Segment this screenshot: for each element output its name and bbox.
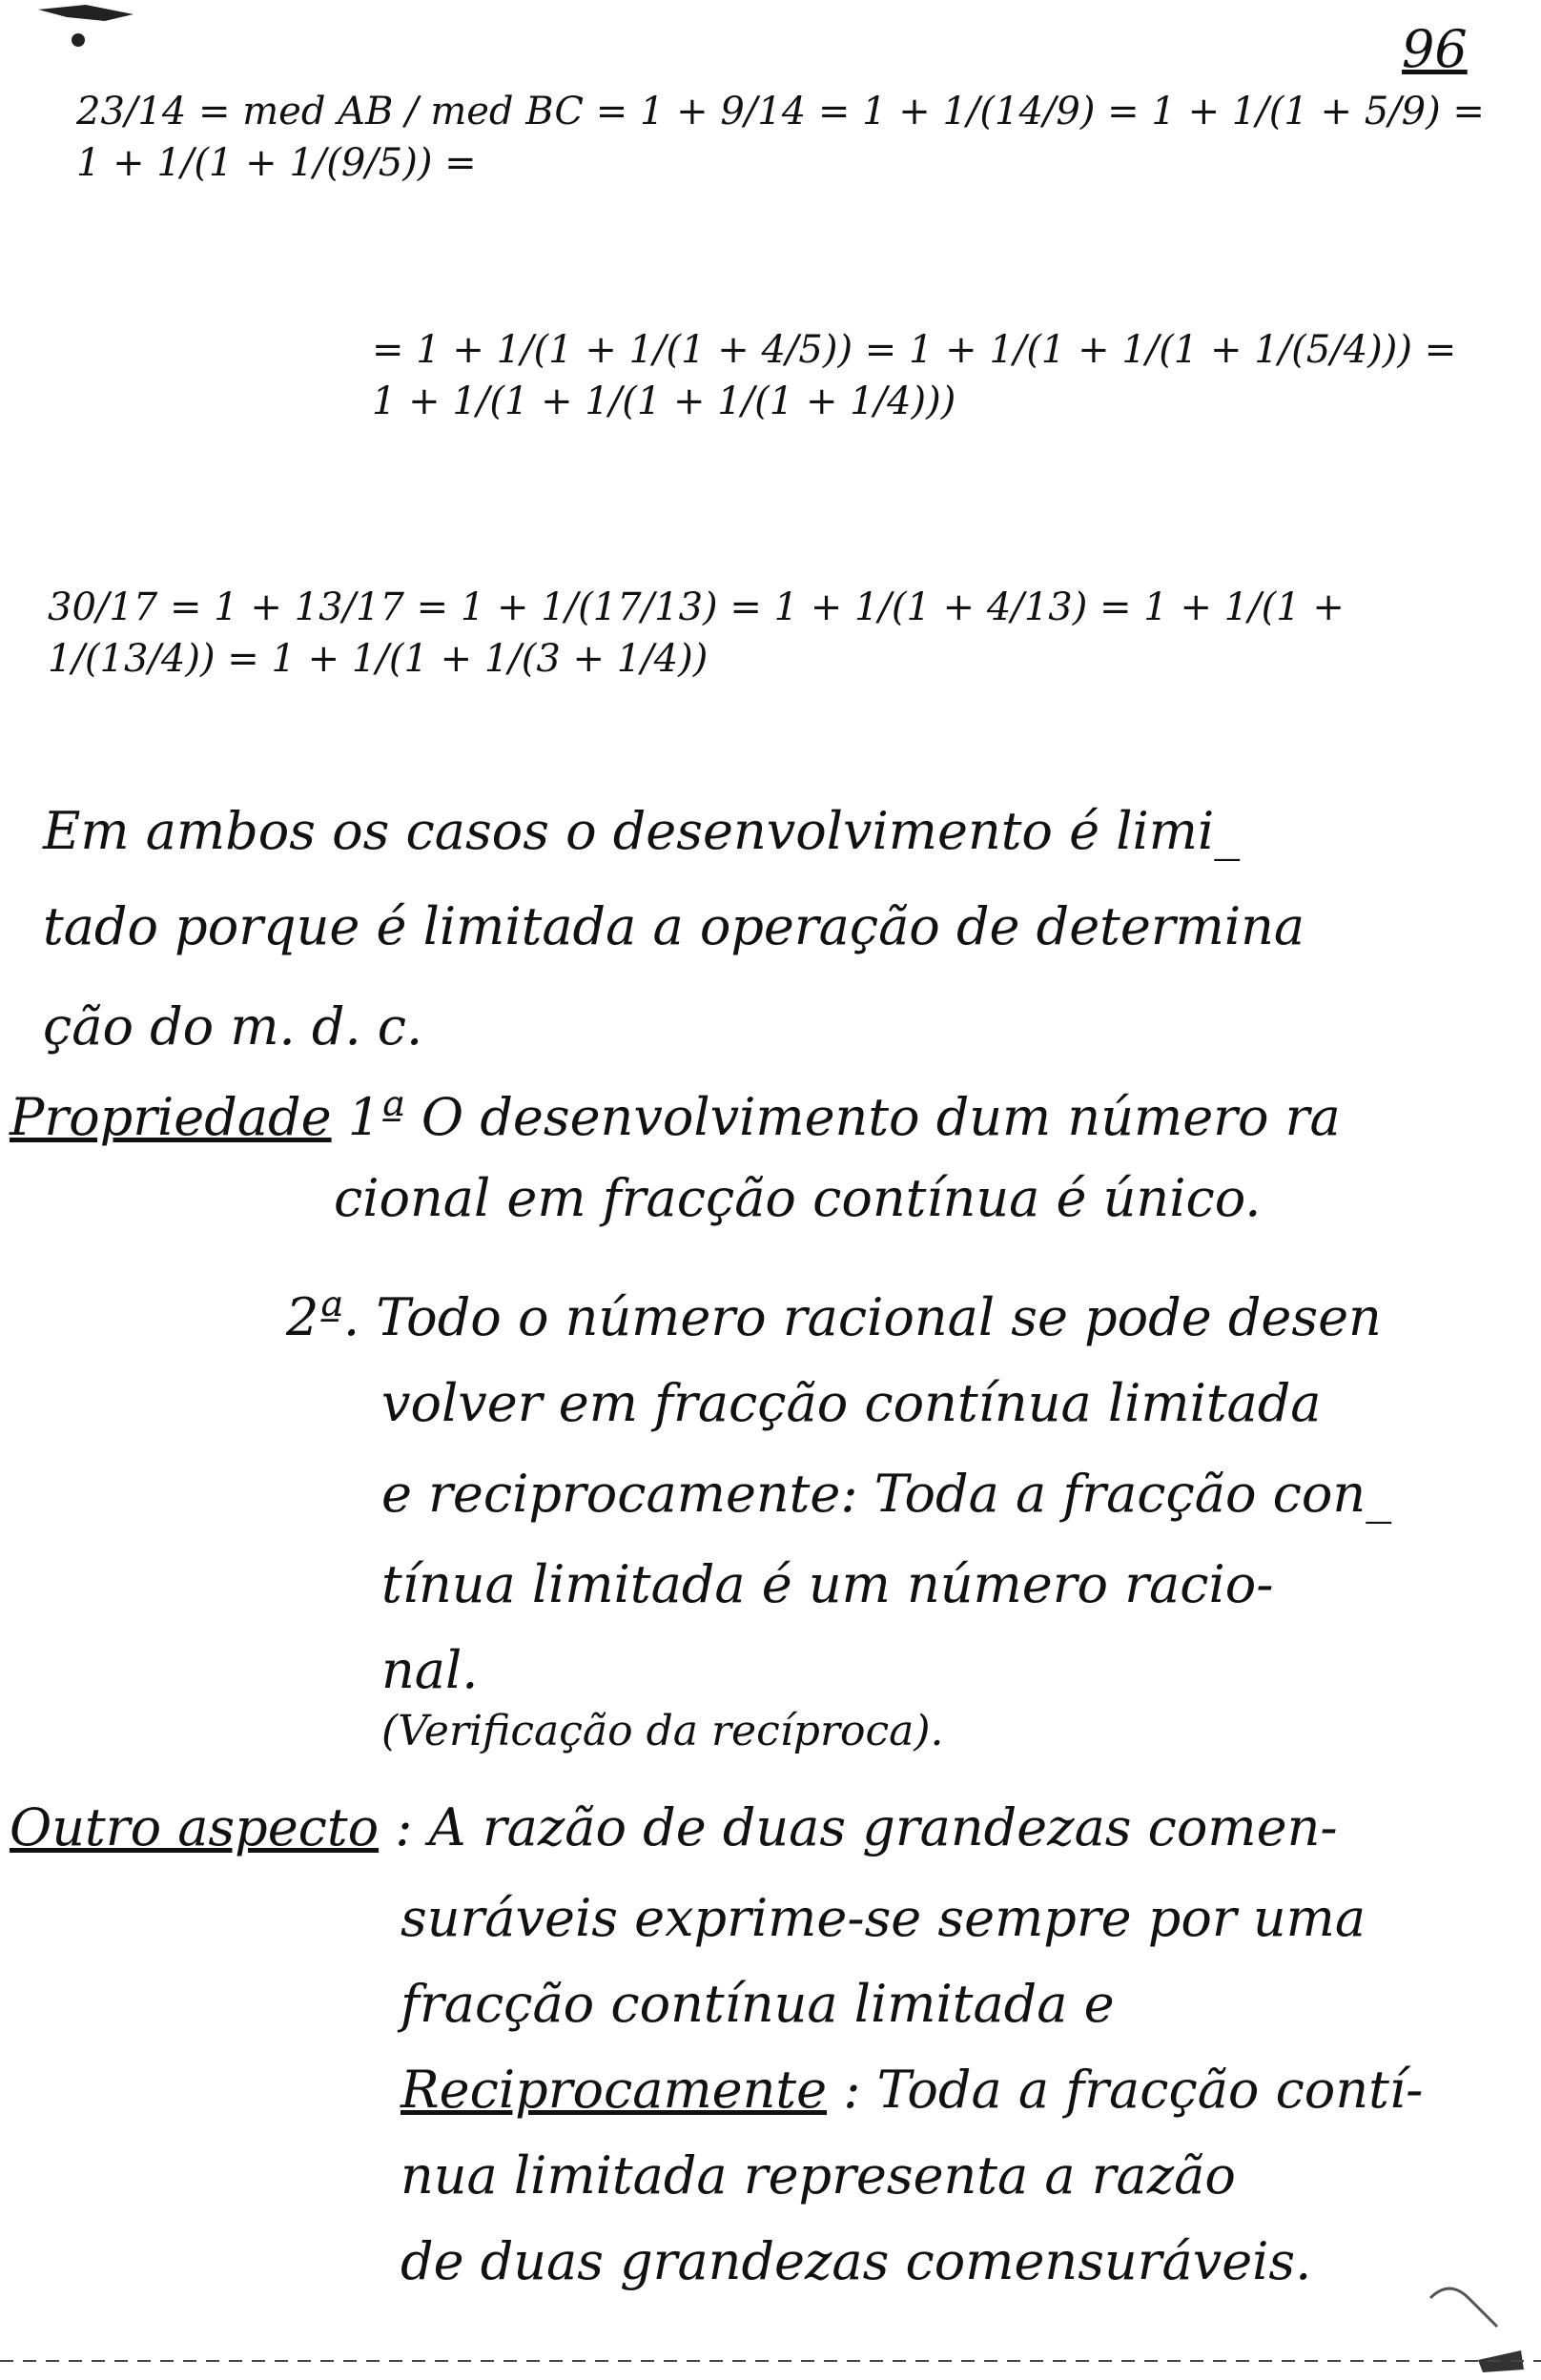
property-2: [286, 1287, 1382, 1349]
property-2-text-d: tínua limitada é um número racio-: [381, 1554, 1274, 1614]
reciprocal-label: Reciprocamente: [401, 2060, 828, 2120]
other-aspect-text-e: nua limitada representa a razão: [401, 2145, 1236, 2206]
property-2-text-c: e reciprocamente: Toda a fracção con_: [381, 1464, 1392, 1524]
other-aspect: [10, 1797, 1338, 1859]
property-2-number: 2ª.: [286, 1287, 360, 1347]
continued-fraction-23-14-line2: = 1 + 1/(1 + 1/(1 + 4/5)) = 1 + 1/(1 + 1/(1 + 1/(5/4))) = 1 + 1/(1 + 1/(1 + 1/(1 + 1/4))): [372, 328, 1457, 423]
continued-fraction-23-14-line1: 23/14 = med AB / med BC = 1 + 9/14 = 1 + 1/(14/9) = 1 + 1/(1 + 5/9) = 1 + 1/(1 + 1/(9/5)) =: [76, 90, 1485, 185]
other-aspect-text-a: : A razão de duas grandezas comen-: [395, 1797, 1338, 1857]
page-number: 96: [1402, 19, 1468, 79]
page-edge-line: [0, 2355, 1541, 2367]
ink-blot: [29, 0, 143, 57]
text-line-3: ção do m. d. c.: [43, 996, 423, 1057]
text-line-2: tado porque é limitada a operação de determina: [43, 896, 1305, 956]
other-aspect-text-d: : Toda a fracção contí-: [843, 2060, 1424, 2120]
property-1-text-b: cional em fracção contínua é único.: [334, 1168, 1262, 1228]
property-2-text-b: volver em fracção contínua limitada: [381, 1373, 1322, 1433]
text-line-1: Em ambos os casos o desenvolvimento é limi_: [43, 801, 1241, 861]
property-1: [10, 1087, 1341, 1149]
other-aspect-label: Outro aspecto: [10, 1797, 380, 1857]
property-2-text-a: Todo o número racional se pode desen: [376, 1287, 1382, 1347]
property-2-text-e: nal.: [381, 1640, 479, 1700]
property-1-text-a: O desenvolvimento dum número ra: [421, 1087, 1341, 1147]
property-label: Propriedade: [10, 1087, 332, 1147]
reciprocal-line: [401, 2060, 1423, 2122]
property-1-number: 1ª: [347, 1087, 405, 1147]
other-aspect-text-c: fracção contínua limitada e: [401, 1974, 1115, 2034]
continued-fraction-30-17: 30/17 = 1 + 13/17 = 1 + 1/(17/13) = 1 + 1/(1 + 4/13) = 1 + 1/(1 + 1/(13/4)) = 1 + 1/(1 + 1/(3 + 1/4)): [48, 585, 1345, 681]
other-aspect-text-b: suráveis exprime-se sempre por uma: [401, 1888, 1366, 1948]
other-aspect-text-f: de duas grandezas comensuráveis.: [401, 2231, 1312, 2291]
property-2-text-f: (Verificação da recíproca).: [381, 1707, 944, 1755]
